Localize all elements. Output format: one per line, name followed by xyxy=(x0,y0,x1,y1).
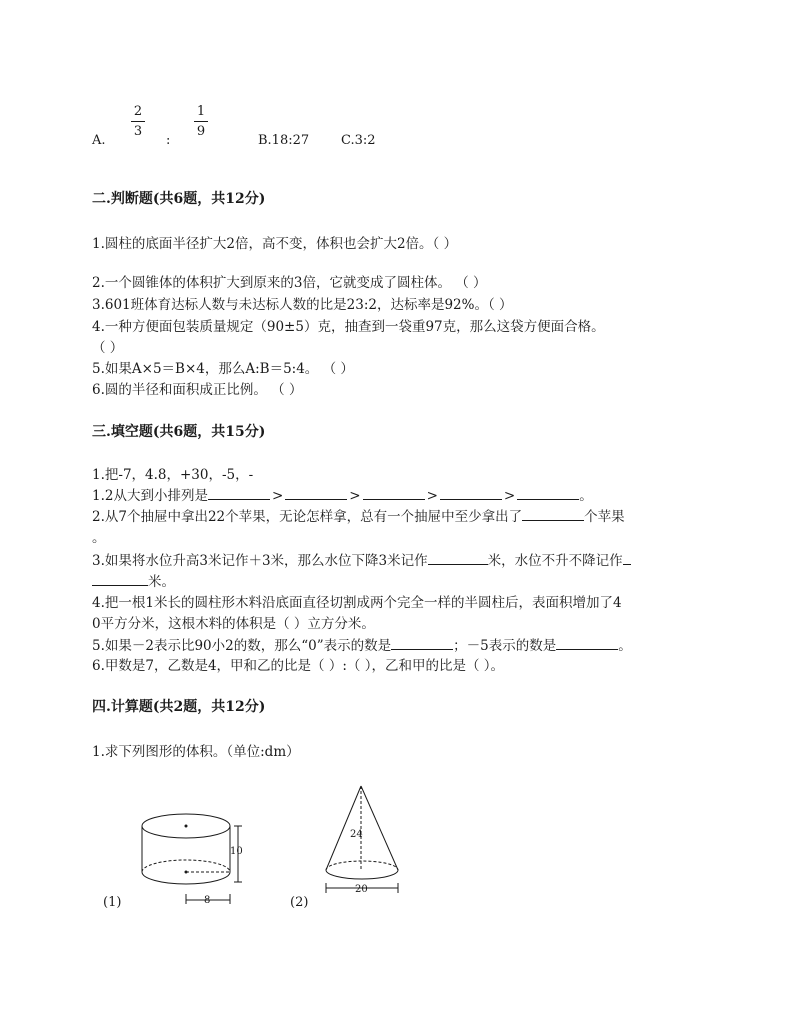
judge-question-3: 3.601班体育达标人数与未达标人数的比是23:2，达标率是92%。（ ） xyxy=(92,297,513,313)
answer-blank[interactable] xyxy=(92,573,148,586)
figure-2-label: (2) xyxy=(290,895,309,910)
fill-question-1-line-2 xyxy=(92,484,593,504)
cylinder-bottom-center xyxy=(185,871,188,874)
cylinder-diameter-label: 8 xyxy=(204,895,211,906)
judge-question-1: 1.圆柱的底面半径扩大2倍，高不变，体积也会扩大2倍。（ ） xyxy=(92,236,458,252)
answer-blank[interactable] xyxy=(391,637,453,650)
fill-question-2-line-1 xyxy=(92,505,625,525)
cone-height-label: 24 xyxy=(350,829,363,840)
cone-right-side xyxy=(361,786,398,870)
fill-question-3-end: 米。 xyxy=(148,574,175,590)
answer-blank[interactable] xyxy=(522,508,584,521)
fraction-two-thirds xyxy=(131,104,145,139)
fraction-bar xyxy=(194,121,208,122)
greater-than-sign: > xyxy=(426,488,438,504)
cylinder-top-center xyxy=(185,825,188,828)
greater-than-sign: > xyxy=(349,488,361,504)
fraction-denominator: 3 xyxy=(133,124,143,139)
cone-diameter-label: 20 xyxy=(355,884,368,895)
period: 。 xyxy=(579,488,593,504)
section-3-title: 三.填空题(共6题，共15分) xyxy=(92,424,266,440)
fill-question-6: 6.甲数是7，乙数是4，甲和乙的比是（ ）:（ ），乙和甲的比是（ ）。 xyxy=(92,658,504,674)
option-c: C.3:2 xyxy=(341,133,376,148)
answer-blank[interactable] xyxy=(556,637,618,650)
answer-blank[interactable] xyxy=(428,552,488,565)
fraction-one-ninth xyxy=(194,104,208,139)
judge-question-2: 2.一个圆锥体的体积扩大到原来的3倍，它就变成了圆柱体。 （ ） xyxy=(92,275,487,291)
figure-1-label: (1) xyxy=(103,895,122,910)
fill-question-1-line-1: 1.把-7，4.8，+30，-5，- xyxy=(92,467,254,483)
answer-blank[interactable] xyxy=(440,487,502,500)
fill-question-1-prefix: 1.2从大到小排列是 xyxy=(92,488,208,504)
fill-question-2-end: 个苹果 xyxy=(584,509,625,525)
fill-question-2-line-2: 。 xyxy=(92,530,106,546)
fill-question-3-line-2 xyxy=(92,570,175,590)
cone-base-front xyxy=(326,870,398,879)
fill-question-2-text: 2.从7个抽屉中拿出22个苹果，无论怎样拿，总有一个抽屉中至少拿出了 xyxy=(92,509,523,525)
period: 。 xyxy=(618,638,632,654)
cone-left-side xyxy=(326,786,361,870)
cylinder-bottom-back xyxy=(142,860,230,872)
cylinder-height-label: 10 xyxy=(230,846,243,857)
calc-question-1: 1.求下列图形的体积。（单位:dm） xyxy=(92,744,300,760)
judge-question-6: 6.圆的半径和面积成正比例。 （ ） xyxy=(92,382,303,398)
cylinder-bottom-front xyxy=(142,872,230,884)
option-a-label: A. xyxy=(92,133,106,148)
option-a-colon: : xyxy=(166,133,171,148)
answer-blank[interactable] xyxy=(517,487,579,500)
fill-question-3-text: 3.如果将水位升高3米记作＋3米，那么水位下降3米记作 xyxy=(92,553,428,569)
judge-question-5: 5.如果A×5＝B×4，那么A:B＝5:4。 （ ） xyxy=(92,361,354,377)
section-2-title: 二.判断题(共6题，共12分) xyxy=(92,191,266,207)
answer-blank[interactable] xyxy=(285,487,347,500)
cone-figure xyxy=(322,782,412,902)
fill-question-3-line-1 xyxy=(92,549,631,569)
option-b: B.18:27 xyxy=(258,133,310,148)
fill-question-3-mid: 米，水位不升不降记作 xyxy=(487,553,623,569)
fill-question-5-mid: ；－5表示的数是 xyxy=(453,638,557,654)
cone-base-back xyxy=(326,861,398,870)
fill-question-4-line-2: 0平方分米，这根木料的体积是（ ）立方分米。 xyxy=(92,616,375,632)
section-4-title: 四.计算题(共2题，共12分) xyxy=(92,699,266,715)
fraction-numerator: 1 xyxy=(196,104,206,119)
fill-question-5-text: 5.如果－2表示比90小2的数，那么“0”表示的数是 xyxy=(92,638,392,654)
answer-blank[interactable] xyxy=(623,552,631,565)
greater-than-sign: > xyxy=(503,488,516,504)
fraction-denominator: 9 xyxy=(196,124,206,139)
cylinder-figure xyxy=(132,806,292,916)
answer-blank[interactable] xyxy=(208,487,270,500)
fill-question-4-line-1: 4.把一根1米长的圆柱形木料沿底面直径切割成两个完全一样的半圆柱后，表面积增加了4 xyxy=(92,595,622,611)
greater-than-sign: > xyxy=(271,488,284,504)
fill-question-5 xyxy=(92,634,632,654)
judge-question-4-line-2: （ ） xyxy=(92,340,124,356)
judge-question-4-line-1: 4.一种方便面包装质量规定（90±5）克，抽查到一袋重97克，那么这袋方便面合格。 xyxy=(92,319,605,335)
answer-blank[interactable] xyxy=(363,487,425,500)
fraction-numerator: 2 xyxy=(133,104,143,119)
fraction-bar xyxy=(131,121,145,122)
